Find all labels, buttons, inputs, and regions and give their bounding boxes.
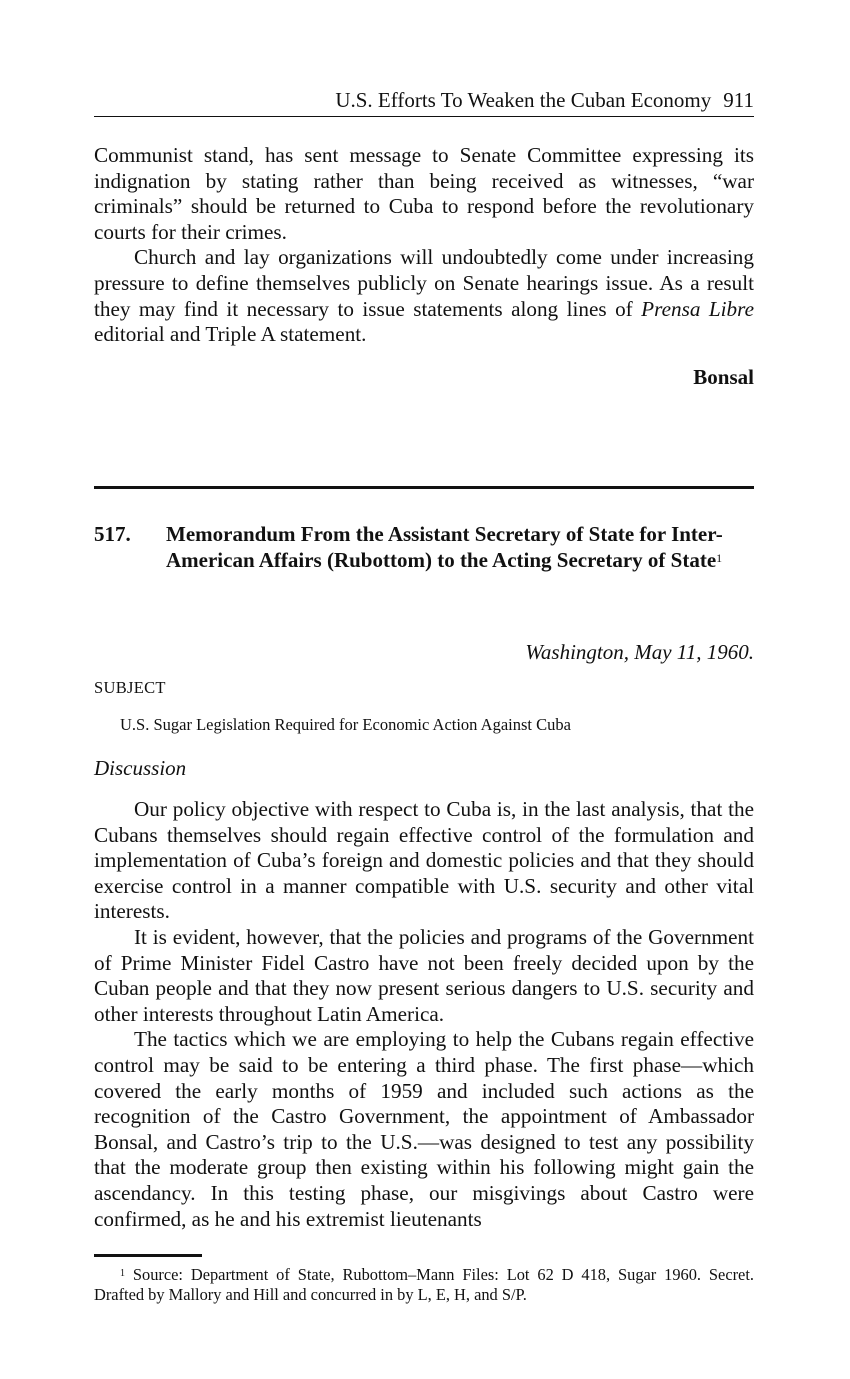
paragraph: Our policy objective with respect to Cuba is, in the last analysis, that the Cubans themselves should regain effective control of the formulation and implementation of Cuba’s foreign and domestic policies and that they should exercise control in a manner compatible with U.S. security and other vital interests. [94, 797, 754, 924]
subject-text: U.S. Sugar Legislation Required for Economic Action Against Cuba [120, 715, 571, 734]
text-run: editorial and Triple A statement. [94, 322, 367, 347]
subject-label: SUBJECT [94, 678, 166, 697]
page-number: 911 [723, 88, 754, 112]
document-title-text: Memorandum From the Assistant Secretary of State for Inter-American Affairs (Rubottom) to the Acting Secretary of State [166, 522, 723, 572]
newspaper-title: Prensa Libre [641, 296, 754, 321]
footnote [94, 1265, 754, 1305]
dateline: Washington, May 11, 1960. [525, 640, 754, 664]
paragraph: The tactics which we are employing to help the Cubans regain effective control may be said to be entering a third phase. The first phase—which covered the early months of 1959 and included such actions as the recognition of the Castro Government, the appointment of Ambassador Bonsal, and Castro’s trip to the U.S.—was designed to test any possibility that the moderate group then existing within his following might gain the ascendancy. In this testing phase, our misgivings about Castro were confirmed, as he and his extremist lieutenants [94, 1027, 754, 1231]
paragraph: Communist stand, has sent message to Senate Committee expressing its indignation by stating rather than being received as witnesses, “war criminals” should be returned to Cuba to respond before the revolutionary courts for their crimes. [94, 143, 754, 244]
document-title [166, 522, 754, 573]
running-title: U.S. Efforts To Weaken the Cuban Economy [335, 88, 712, 112]
memorandum-body [94, 797, 754, 1232]
continuation-text [94, 143, 754, 348]
running-header [94, 88, 754, 117]
document-page [94, 0, 754, 1379]
document-number: 517. [94, 522, 131, 546]
signature: Bonsal [693, 365, 754, 389]
footnote-mark: 1 [120, 1268, 125, 1279]
text-run: Church and lay organizations will undoubtedly come under increasing pressure to define themselves publicly on Senate hearings issue. As a result they may find it necessary to issue statements along lines of [94, 245, 754, 321]
section-divider [94, 486, 754, 489]
paragraph [94, 245, 754, 347]
footnote-rule [94, 1254, 202, 1257]
footnote-text: Source: Department of State, Rubottom–Mann Files: Lot 62 D 418, Sugar 1960. Secret. Drafted by Mallory and Hill and concurred in by L, E, H, and S/P. [94, 1265, 754, 1304]
section-heading: Discussion [94, 756, 187, 780]
footnote-reference: 1 [716, 550, 723, 565]
paragraph: It is evident, however, that the policies and programs of the Government of Prime Minister Fidel Castro have not been freely decided upon by the Cuban people and that they now present serious dangers to U.S. security and other interests throughout Latin America. [94, 924, 754, 1026]
